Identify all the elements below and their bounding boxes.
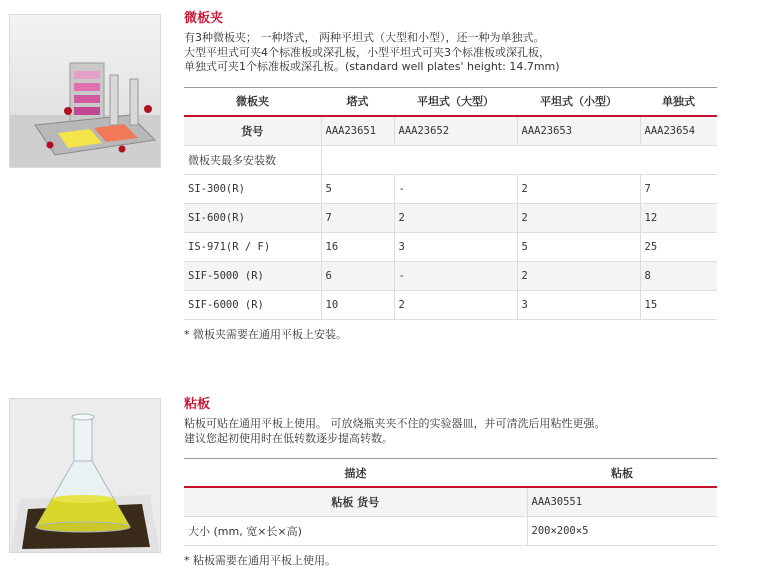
column-header: 塔式 (321, 87, 394, 116)
table-cell: 6 (321, 261, 394, 290)
model-name: SI-600(R) (184, 203, 321, 232)
section-description (184, 417, 717, 446)
model-name: SI-300(R) (184, 174, 321, 203)
table-cell: 25 (640, 232, 717, 261)
table-cell: 5 (321, 174, 394, 203)
table-cell: 15 (640, 290, 717, 319)
model-name: SIF-6000 (R) (184, 290, 321, 319)
table-cell: 2 (394, 290, 517, 319)
microplate-holder-photo (9, 14, 161, 168)
model-name: IS-971(R / F) (184, 232, 321, 261)
table-cell: 7 (321, 203, 394, 232)
table-row (184, 116, 717, 146)
table-row (184, 517, 717, 546)
row-label: 粘板 货号 (184, 487, 527, 517)
table-cell: 10 (321, 290, 394, 319)
product-code: AAA23652 (394, 116, 517, 146)
product-code: AAA23654 (640, 116, 717, 146)
footnote: * 粘板需要在通用平板上使用。 (184, 554, 336, 567)
row-label: 微板夹最多安装数 (184, 145, 321, 174)
table-cell: 3 (394, 232, 517, 261)
table-header-row (184, 87, 717, 116)
sticky-mat-table (184, 458, 717, 546)
table-cell: 16 (321, 232, 394, 261)
description-line: 有3种微板夹； 一种塔式， 两种平坦式（大型和小型），还一种为单独式。 (184, 31, 545, 44)
row-label: 货号 (184, 116, 321, 146)
table-cell: 2 (517, 203, 640, 232)
table-cell: 200×200×5 (527, 517, 717, 546)
column-header: 微板夹 (184, 87, 321, 116)
section-title: 微板夹 (184, 11, 224, 26)
table-row (184, 487, 717, 517)
product-code: AAA30551 (527, 487, 717, 517)
table-cell: 8 (640, 261, 717, 290)
table-cell: 3 (517, 290, 640, 319)
column-header: 粘板 (527, 459, 717, 488)
column-header: 平坦式（小型） (517, 87, 640, 116)
sticky-mat-section (184, 396, 717, 568)
section-title: 粘板 (184, 397, 211, 412)
table-cell (321, 145, 717, 174)
description-line: 单独式可夹1个标准板或深孔板。(standard well plates' height: 14.7mm) (184, 60, 560, 73)
column-header: 平坦式（大型） (394, 87, 517, 116)
row-label: 大小 (mm, 宽×长×高) (184, 517, 527, 546)
table-row (184, 290, 717, 319)
table-cell: - (394, 261, 517, 290)
table-cell: 2 (517, 261, 640, 290)
footnote: * 微板夹需要在通用平板上安装。 (184, 327, 347, 341)
table-row (184, 203, 717, 232)
column-header: 描述 (184, 459, 527, 488)
table-row (184, 232, 717, 261)
table-cell: - (394, 174, 517, 203)
section-description (184, 31, 717, 75)
table-row (184, 145, 717, 174)
microplate-holder-table (184, 87, 717, 320)
product-code: AAA23651 (321, 116, 394, 146)
table-cell: 12 (640, 203, 717, 232)
table-cell: 5 (517, 232, 640, 261)
table-header-row (184, 459, 717, 488)
description-line: 粘板可贴在通用平板上使用。 可放烧瓶夹夹不住的实验器皿，并可清洗后用粘性更强。 (184, 417, 606, 430)
table-row (184, 261, 717, 290)
model-name: SIF-5000 (R) (184, 261, 321, 290)
table-cell: 2 (517, 174, 640, 203)
description-line: 建议您起初使用时在低转数逐步提高转数。 (184, 431, 393, 445)
product-code: AAA23653 (517, 116, 640, 146)
description-line: 大型平坦式可夹4个标准板或深孔板，小型平坦式可夹3个标准板或深孔板， (184, 45, 550, 59)
sticky-mat-photo (9, 398, 161, 553)
table-cell: 2 (394, 203, 517, 232)
column-header: 单独式 (640, 87, 717, 116)
table-cell: 7 (640, 174, 717, 203)
table-row (184, 174, 717, 203)
microplate-holder-section (184, 10, 717, 342)
